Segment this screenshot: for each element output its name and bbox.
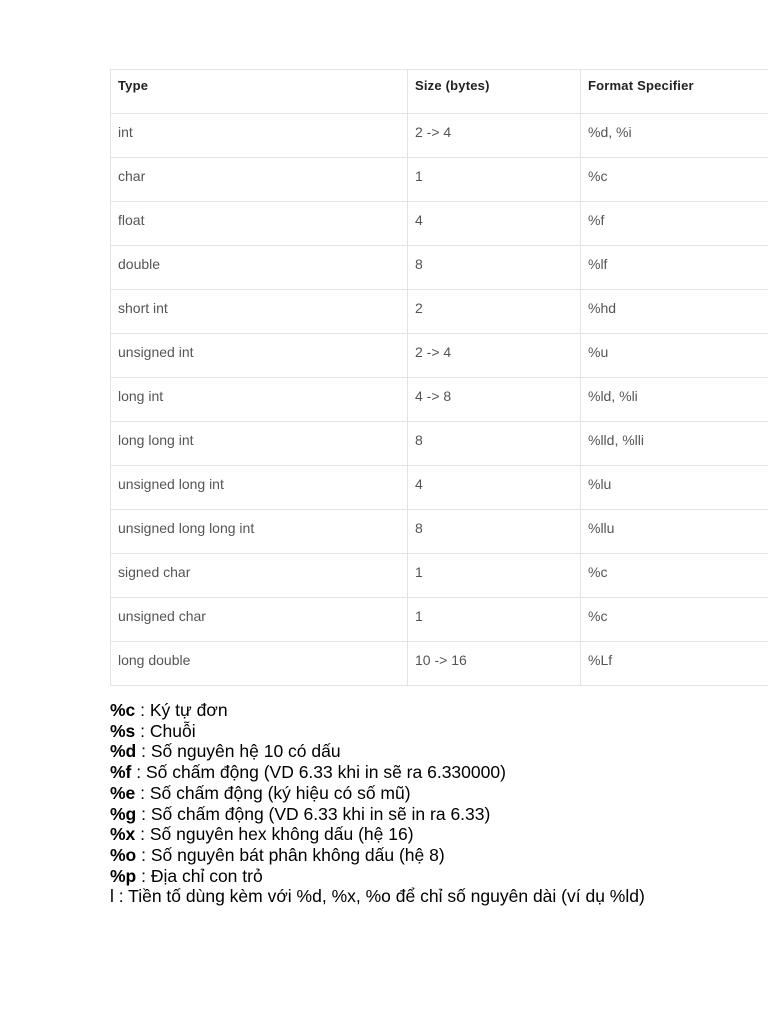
format-specifier-table [110,69,768,686]
note-description: : Số nguyên hex không dấu (hệ 16) [135,824,414,845]
note-specifier: %x [110,824,136,845]
cell-type: signed char [111,554,408,598]
note-line [110,866,760,887]
table-row [111,158,768,202]
cell-size: 4 -> 8 [408,378,581,422]
note-specifier: %d [110,741,137,762]
cell-format: %u [581,334,768,378]
table-row [111,422,768,466]
note-specifier: %s [110,720,136,741]
cell-type: short int [111,290,408,334]
cell-format: %f [581,202,768,246]
cell-type: unsigned char [111,598,408,642]
note-specifier: %g [110,803,137,824]
cell-size: 8 [408,422,581,466]
cell-format: %c [581,158,768,202]
table-row [111,334,768,378]
specifier-notes [110,700,760,907]
table-row [111,466,768,510]
table-row [111,246,768,290]
table-header-row [111,70,768,114]
note-line [110,721,760,742]
table-row [111,378,768,422]
cell-type: unsigned long long int [111,510,408,554]
note-specifier: %f [110,762,132,783]
cell-size: 2 -> 4 [408,114,581,158]
note-description: : Số chấm động (VD 6.33 khi in sẽ in ra 6.33) [136,803,491,824]
notes-list [110,700,760,886]
note-description: : Địa chỉ con trỏ [136,865,263,886]
note-line [110,804,760,825]
table-row [111,290,768,334]
cell-type: float [111,202,408,246]
cell-type: int [111,114,408,158]
cell-format: %llu [581,510,768,554]
table-row [111,114,768,158]
note-specifier: %p [110,865,137,886]
cell-size: 8 [408,510,581,554]
cell-type: unsigned int [111,334,408,378]
table-row [111,510,768,554]
cell-type: double [111,246,408,290]
cell-format: %c [581,598,768,642]
cell-format: %lu [581,466,768,510]
note-description: : Số nguyên bát phân không dấu (hệ 8) [136,844,445,865]
table-body [111,114,768,686]
table-row [111,598,768,642]
note-description: : Số nguyên hệ 10 có dấu [136,741,341,762]
cell-type: long int [111,378,408,422]
cell-size: 1 [408,554,581,598]
cell-size: 4 [408,466,581,510]
cell-format: %lld, %lli [581,422,768,466]
note-description: : Chuỗi [135,720,196,741]
table-row [111,554,768,598]
note-line [110,741,760,762]
cell-format: %Lf [581,642,768,686]
note-line [110,845,760,866]
note-line [110,762,760,783]
cell-format: %c [581,554,768,598]
note-specifier: %c [110,700,136,720]
note-line [110,824,760,845]
table-row [111,642,768,686]
prefix-note: l : Tiền tố dùng kèm với %d, %x, %o để chỉ số nguyên dài (ví dụ %ld) [110,886,645,907]
cell-size: 4 [408,202,581,246]
note-specifier: %o [110,844,137,865]
cell-type: char [111,158,408,202]
cell-format: %d, %i [581,114,768,158]
note-specifier: %e [110,782,136,803]
cell-size: 2 [408,290,581,334]
note-description: : Ký tự đơn [135,700,228,720]
cell-type: unsigned long int [111,466,408,510]
note-line [110,783,760,804]
header-size: Size (bytes) [408,70,581,114]
cell-size: 1 [408,598,581,642]
cell-size: 1 [408,158,581,202]
table-row [111,202,768,246]
cell-size: 2 -> 4 [408,334,581,378]
cell-format: %ld, %li [581,378,768,422]
cell-format: %lf [581,246,768,290]
cell-type: long long int [111,422,408,466]
header-type: Type [111,70,408,114]
cell-format: %hd [581,290,768,334]
cell-size: 10 -> 16 [408,642,581,686]
cell-size: 8 [408,246,581,290]
note-description: : Số chấm động (ký hiệu có số mũ) [135,782,411,803]
header-format-specifier: Format Specifier [581,70,768,114]
note-line [110,700,760,721]
note-description: : Số chấm động (VD 6.33 khi in sẽ ra 6.330000) [131,762,506,783]
cell-type: long double [111,642,408,686]
